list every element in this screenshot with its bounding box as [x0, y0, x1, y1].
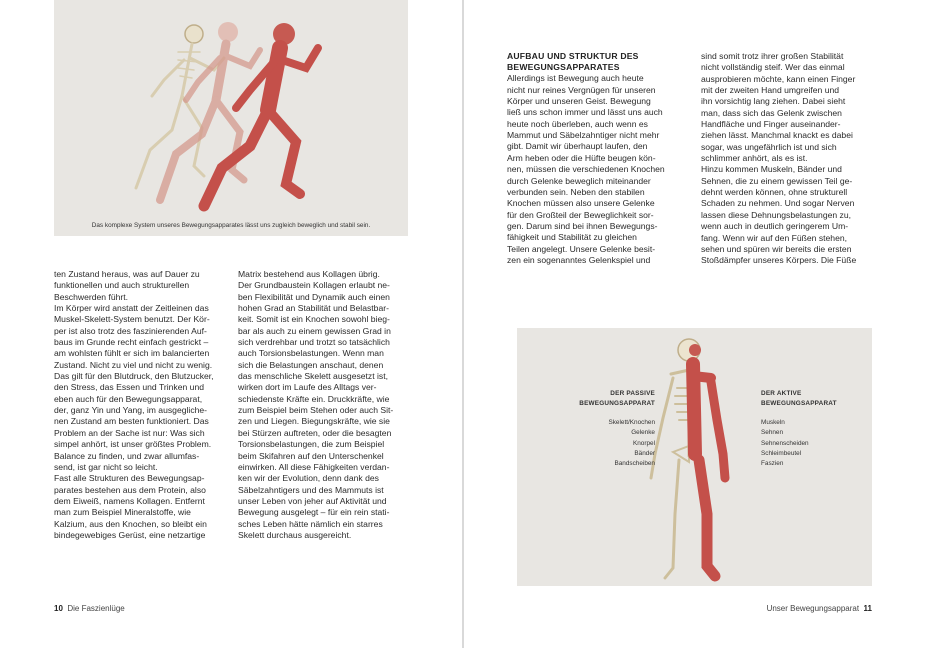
text-line: Sehnen, die zu einem gewissen Teil ge- — [701, 175, 853, 186]
text-line: Hinzu kommen Muskeln, Bänder und — [701, 164, 842, 175]
text-line: sehen und spüren wir bereits die ersten — [701, 243, 852, 254]
text-line: Körper und unseren Geist. Bewegung — [507, 96, 651, 107]
text-line: wirken dort im Laufe des Alltags ver- — [238, 382, 377, 393]
active-title — [761, 389, 861, 410]
muscle-head-shape — [689, 344, 701, 356]
text-line: Im Körper wird anstatt der Zeitleinen das — [54, 303, 209, 314]
text-line: hohen Grad an Stabilität und Belastbar- — [238, 303, 389, 314]
text-line: Säbelzahntigers und des Mammuts ist — [238, 484, 384, 495]
page-footer-left — [54, 604, 125, 613]
text-line: dem Eiweiß, namens Kollagen. Entfernt — [54, 495, 205, 506]
text-line: Muskel-Skelett-System benutzt. Der Kör- — [54, 314, 210, 325]
text-line: sind somit trotz ihrer großen Stabilität — [701, 51, 844, 61]
text-line: verbunden sein. Neben den stabilen — [507, 186, 645, 197]
text-line: Mammut und Säbelzahntiger nicht mehr — [507, 130, 660, 141]
text-line: für den Großteil der Beweglichkeit sor- — [507, 209, 654, 220]
text-line: sogar, was ungefährlich ist und sich — [701, 141, 837, 152]
text-line: baus im Grunde recht einfach gestrickt – — [54, 337, 209, 348]
text-line: durch Gelenke beweglich miteinander — [507, 175, 651, 186]
text-line: auch Torsionsbelastungen. Wenn man — [238, 348, 384, 359]
text-line: zen und Liegen. Biegungskräfte, wie sie — [238, 416, 390, 427]
section-heading: BEWEGUNGSAPPARATES — [507, 62, 620, 73]
text-line: den Stress, das Essen und Trinken und — [54, 382, 205, 393]
text-line: ausprobieren möchte, kann einen Finger — [701, 73, 856, 84]
text-line: zum Beispiel beim Stehen oder auch Sit- — [238, 405, 394, 416]
active-apparatus-labels — [761, 389, 861, 470]
text-line: nen, müssen die verschiedenen Knochen — [507, 164, 665, 175]
text-line: parates bestehen aus dem Protein, also — [54, 484, 206, 495]
text-line: Beschwerden führt. — [54, 291, 129, 302]
text-line: sich verdrehbar und trotzt so tatsächlich — [238, 337, 390, 348]
text-line: Arm heben oder die Hüfte beugen kön- — [507, 152, 656, 163]
text-line: ben Flexibilität und Dynamik auch einen — [238, 291, 390, 302]
text-line: send, ist gar nicht so leicht. — [54, 461, 158, 472]
text-line: sich die Belastungen anschaut, denen — [238, 359, 384, 370]
list-item: Sehnen — [761, 429, 784, 437]
text-line: das menschliche Skelett ausgesetzt ist, — [238, 371, 388, 382]
text-line: fang. Wenn wir auf den Füßen stehen, — [701, 232, 848, 243]
passive-title-line: BEWEGUNGSAPPARAT — [579, 400, 655, 408]
list-item: Skelett/Knochen — [608, 418, 655, 426]
list-item: Faszien — [761, 460, 784, 468]
text-line: dehnt werden können, ohne strukturell — [701, 187, 848, 198]
text-line: Allerdings ist Bewegung auch heute — [507, 73, 644, 84]
list-item: Bandscheiben — [614, 460, 655, 468]
text-line: ken wir der Evolution, denn dank des — [238, 473, 379, 484]
running-title: Unser Bewegungsapparat — [766, 604, 860, 613]
text-line: keit. Somit ist ein Knochen sowohl bieg- — [238, 314, 390, 325]
text-line: Teilen angelegt. Unsere Gelenke besit- — [507, 243, 656, 254]
text-line: ziehen lässt. Manchmal knackt es dabei — [701, 130, 853, 141]
text-line: Skelett durchaus ausgereicht. — [238, 529, 352, 540]
list-item: Sehnenscheiden — [761, 439, 809, 447]
body-column-1 — [507, 51, 683, 266]
page-number: 11 — [863, 604, 872, 613]
page-number: 10 — [54, 604, 63, 613]
text-line: Balance zu finden, und zwar allumfas- — [54, 450, 200, 461]
text-line: funktionellen und auch strukturellen — [54, 280, 190, 291]
text-line: bei Stürzen auftreten, oder die besagten — [238, 427, 392, 438]
text-line: man zum Beispiel Mineralstoffe, wie — [54, 507, 191, 518]
text-line: Matrix bestehend aus Kollagen übrig. — [238, 269, 380, 279]
active-title-line: DER AKTIVE — [761, 390, 802, 397]
list-item: Schleimbeutel — [761, 450, 802, 458]
text-line: Schaden zu nehmen. Und sogar Nerven — [701, 198, 855, 209]
page-footer-right — [767, 604, 872, 613]
text-line: der, ganz Yin und Yang, im ausgegliche- — [54, 405, 208, 416]
text-line: bar als auch zu einem gewissen Grad in — [238, 325, 391, 336]
text-line: bindegewebiges Gerüst, eine netzartige — [54, 529, 206, 540]
list-item: Gelenke — [631, 429, 655, 437]
body-column-1 — [54, 269, 226, 541]
left-page — [0, 0, 462, 648]
text-line: Torsionsbelastungen, die zum Beispiel — [238, 439, 385, 450]
text-line: gibt. Damit wir überhaupt laufen, den — [507, 141, 648, 152]
passive-title-line: DER PASSIVE — [610, 390, 655, 397]
text-line: schiedenste Kräfte ein. Druckkräfte, wie — [238, 393, 390, 404]
list-item: Bänder — [634, 450, 655, 458]
text-line: unser Leben von jeher auf Aktivität und — [238, 495, 387, 506]
body-column-2 — [238, 269, 410, 541]
text-line: zen ein sogenanntes Gelenkspiel und — [507, 254, 651, 265]
text-line: Kalzium, aus den Knochen, so bleibt ein — [54, 518, 207, 529]
text-line: nen Zustand am besten funktioniert. Das — [54, 416, 209, 427]
text-line: heute noch überleben, auch wenn es — [507, 118, 648, 129]
text-line: Das gilt für den Blutdruck, den Blutzucker, — [54, 371, 214, 382]
text-line: gen. Darum sind bei ihnen Bewegungs- — [507, 220, 658, 231]
section-heading: AUFBAU UND STRUKTUR DES — [507, 51, 639, 61]
text-line: Stoßdämpfer unseres Körpers. Die Füße — [701, 255, 857, 266]
text-line: Problem an der Sache ist nur: Was sich — [54, 427, 205, 438]
text-line: ten Zustand heraus, was auf Dauer zu — [54, 269, 200, 279]
text-line: man, dass sich das Gelenk zwischen — [701, 107, 842, 118]
body-column-2 — [701, 51, 877, 267]
text-line: wenn auch in deutlich geringerem Um- — [701, 221, 849, 232]
running-title: Die Faszienlüge — [67, 604, 125, 613]
passive-title — [557, 389, 655, 410]
muscle-half-figure — [693, 364, 725, 576]
text-line: am wohlsten fühlt er sich im balancierten — [54, 348, 210, 359]
half-muscle-runner — [160, 22, 260, 200]
text-line: simpel anhört, ist unser größtes Problem. — [54, 439, 212, 450]
text-line: mit der zweiten Hand umgreifen und — [701, 85, 840, 96]
active-title-line: BEWEGUNGSAPPARAT — [761, 400, 837, 408]
active-list — [761, 418, 861, 470]
text-line: nicht nur reines Vergnügen für unseren — [507, 84, 656, 95]
text-line: lassen diese Dehnungsbelastungen zu, — [701, 209, 852, 220]
text-line: Handfläche und Finger auseinander- — [701, 119, 841, 130]
list-item: Muskeln — [761, 418, 785, 426]
running-anatomy-image — [54, 0, 408, 236]
passive-list — [557, 418, 655, 470]
text-line: eben auch für den Bewegungsapparat, — [54, 393, 203, 404]
musculoskeletal-illustration — [517, 328, 872, 586]
text-line: schlimmer anhört, als es ist. — [701, 153, 808, 164]
text-line: fähigkeit und Stabilität zu gleichen — [507, 232, 637, 243]
text-line: einwirken. All diese Fähigkeiten verdan- — [238, 461, 390, 472]
text-line: sches Leben hätte nämlich ein starres — [238, 518, 383, 529]
text-line: ihn vorsichtig lang ziehen. Dabei sieht — [701, 96, 846, 107]
running-figures-illustration — [54, 0, 408, 236]
passive-apparatus-labels — [557, 389, 655, 470]
text-line: Bewegung ausgelegt – für ein rein stati- — [238, 507, 390, 518]
text-line: Fast alle Strukturen des Bewegungsap- — [54, 473, 205, 484]
text-line: Der Grundbaustein Kollagen erlaubt ne- — [238, 280, 390, 291]
text-line: beim Skifahren auf den Unterschenkel — [238, 450, 384, 461]
text-line: ließ uns schon immer und lässt uns auch — [507, 107, 663, 118]
text-line: Knochen müssen also unsere Gelenke — [507, 198, 655, 209]
text-line: Zustand. Nicht zu viel und nicht zu wenig. — [54, 359, 213, 370]
text-line: per ist also trotz des faszinierenden Auf- — [54, 325, 207, 336]
right-page — [464, 0, 926, 648]
list-item: Knorpel — [632, 439, 655, 447]
figure-caption: Das komplexe System unseres Bewegungsapparates lässt uns zugleich beweglich und stabil sein. — [91, 222, 371, 229]
text-line: nicht vollständig steif. Wer das einmal — [701, 62, 845, 73]
